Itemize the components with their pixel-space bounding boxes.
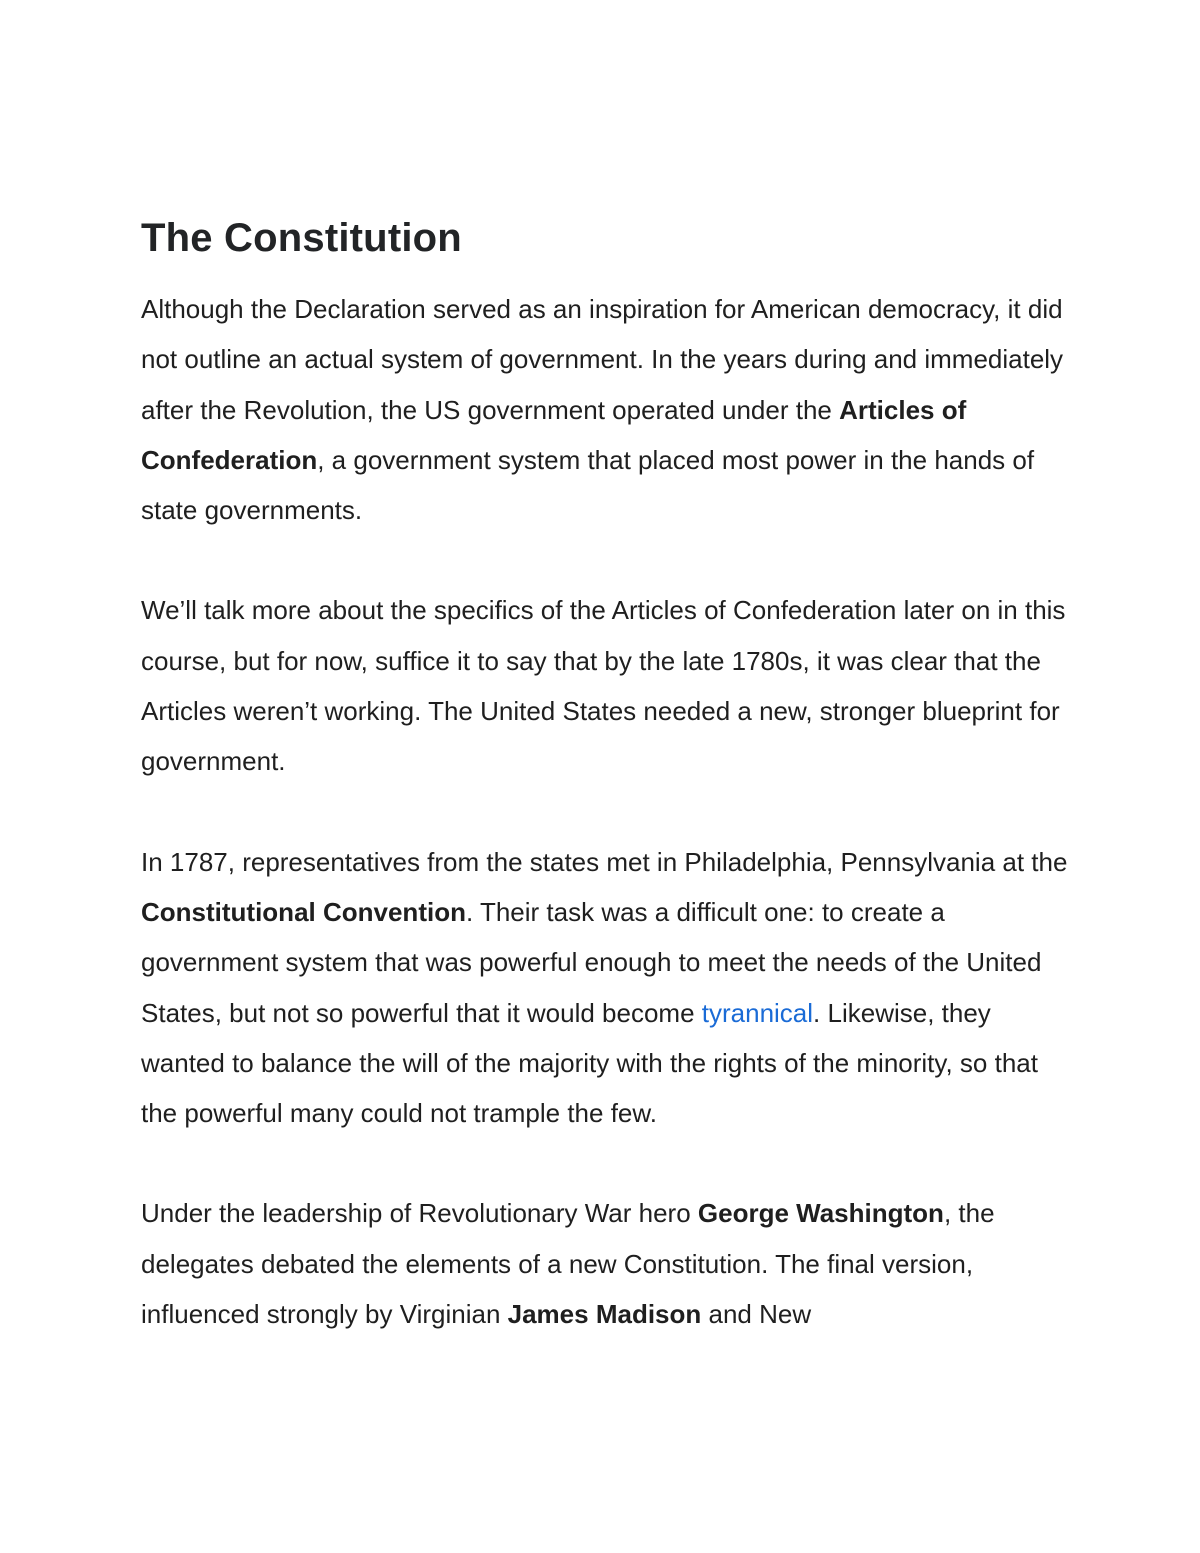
- paragraph-convention: [141, 837, 1071, 1139]
- paragraph-washington: [141, 1188, 1071, 1339]
- text-run: We’ll talk more about the specifics of the Articles of Confederation later on in this course, but for now, suffice it to say that by the late 1780s, it was clear that the Articles weren’t working. The United States needed a new, stronger blueprint for government.: [141, 595, 1066, 777]
- paragraph-gap: [141, 1138, 1071, 1188]
- text-run: Under the leadership of Revolutionary War hero: [141, 1198, 698, 1229]
- text-run: , a government system that placed most power in the hands of state governments.: [141, 444, 1035, 526]
- bold-term-james-madison: James Madison: [507, 1299, 702, 1330]
- bold-term-george-washington: George Washington: [697, 1198, 944, 1229]
- paragraph-gap: [141, 535, 1071, 585]
- text-run: . Their task was a difficult one: to create a government system that was powerful enough to meet the needs of the United States, but not so powerful that it would become: [141, 896, 1042, 1028]
- bold-term-constitutional-convention: Constitutional Convention: [141, 896, 466, 927]
- paragraph-articles: [141, 284, 1071, 535]
- paragraph-specifics: [141, 585, 1071, 786]
- document-page: [141, 212, 1071, 1339]
- text-run: Although the Declaration served as an inspiration for American democracy, it did not outline an actual system of government. In the years during and immediately after the Revolution, the US government operated under the: [141, 294, 1064, 425]
- page-title: The Constitution: [141, 216, 462, 260]
- text-run: , the delegates debated the elements of a new Constitution. The final version, influenced strongly by Virginian: [141, 1198, 995, 1330]
- text-run: and New: [701, 1299, 812, 1330]
- text-run: In 1787, representatives from the states met in Philadelphia, Pennsylvania at the: [141, 846, 1068, 877]
- text-run: . Likewise, they wanted to balance the will of the majority with the rights of the minority, so that the powerful many could not trample the few.: [141, 997, 1038, 1129]
- link-tyrannical[interactable]: tyrannical: [701, 997, 814, 1028]
- paragraph-gap: [141, 787, 1071, 837]
- bold-term-articles-of-confederation: Articles of Confederation: [141, 394, 967, 475]
